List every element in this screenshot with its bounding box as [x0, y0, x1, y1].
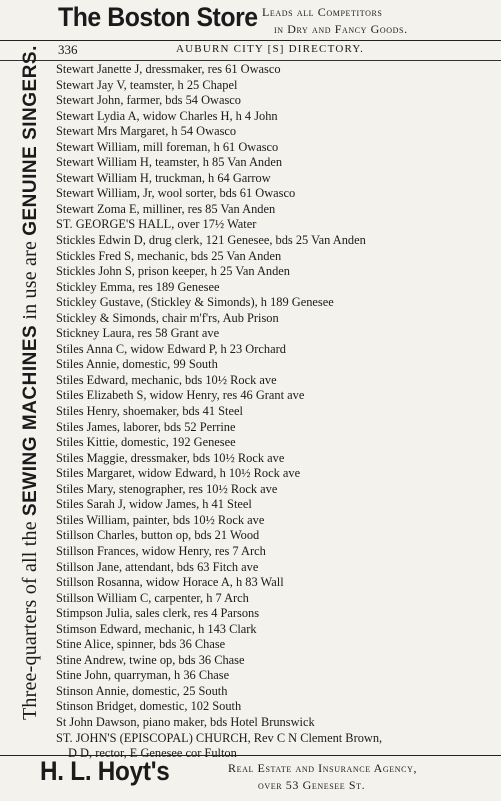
directory-entry: Stillson William C, carpenter, h 7 Arch [56, 590, 249, 605]
directory-entry: ST. JOHN'S (EPISCOPAL) CHURCH, Rev C N Clement Brown, [56, 730, 383, 745]
top-advertisement [0, 0, 501, 41]
side-ad-machines: SEWING MACHINES [20, 324, 41, 516]
directory-entry: Stimson Edward, mechanic, h 143 Clark [56, 621, 257, 636]
directory-entry: Stine Andrew, twine op, bds 36 Chase [56, 652, 245, 667]
directory-entry: Stewart William H, teamster, h 85 Van Anden [56, 155, 283, 170]
directory-entry: Stickney Laura, res 58 Grant ave [56, 326, 220, 341]
directory-entry: Stinson Bridget, domestic, 102 South [56, 699, 242, 714]
tagline-line-2: in Dry and Fancy Goods. [274, 22, 408, 36]
directory-entry: Stiles Edward, mechanic, bds 10½ Rock ave [56, 372, 277, 387]
directory-entry: Stickley & Simonds, chair m'f'rs, Aub Prison [56, 310, 279, 325]
directory-entry: Stiles James, laborer, bds 52 Perrine [56, 419, 236, 434]
running-head [0, 42, 501, 61]
side-ad-lead: Three-quarters of all the [19, 521, 41, 720]
hoyt-name: H. L. Hoyt's [40, 756, 170, 786]
directory-entry: Stewart Janette J, dressmaker, res 61 Owasco [56, 62, 281, 76]
directory-entry: Stewart William, mill foreman, h 61 Owasco [56, 139, 279, 154]
directory-entry: D D, rector, E Genesee cor Fulton [68, 746, 237, 761]
directory-entry: Stiles Margaret, widow Edward, h 10½ Rock ave [56, 466, 301, 481]
boston-store-tagline [262, 4, 408, 38]
directory-entry: Stillson Frances, widow Henry, res 7 Arch [56, 543, 266, 558]
directory-entry: ST. GEORGE'S HALL, over 17½ Water [56, 217, 257, 232]
directory-entry: Stiles Maggie, dressmaker, bds 10½ Rock ave [56, 450, 285, 465]
directory-entry: Stewart Zoma E, milliner, res 85 Van Anden [56, 201, 276, 216]
directory-entry: Stickley Gustave, (Stickley & Simonds), h 189 Genesee [56, 295, 334, 310]
directory-entry: Stimpson Julia, sales clerk, res 4 Parsons [56, 606, 260, 621]
directory-entry: Stiles Mary, stenographer, res 10½ Rock ave [56, 481, 278, 496]
directory-entry: Stiles Kittie, domestic, 192 Genesee [56, 435, 236, 450]
directory-entry: Stiles Anna C, widow Edward P, h 23 Orchard [56, 341, 286, 356]
directory-entry: Stiles Annie, domestic, 99 South [56, 357, 218, 372]
directory-entry: Stickles Fred S, mechanic, bds 25 Van Anden [56, 248, 282, 263]
directory-entry: Stewart Jay V, teamster, h 25 Chapel [56, 77, 238, 92]
side-advertisement [8, 45, 52, 720]
directory-entry: Stewart Lydia A, widow Charles H, h 4 John [56, 108, 278, 123]
directory-title: AUBURN CITY [S] DIRECTORY. [176, 43, 365, 55]
directory-entry: Stiles Henry, shoemaker, bds 41 Steel [56, 404, 243, 419]
directory-entry: Stewart William H, truckman, h 64 Garrow [56, 170, 271, 185]
directory-entry: Stillson Jane, attendant, bds 63 Fitch ave [56, 559, 259, 574]
bottom-advertisement [0, 755, 501, 801]
directory-entry: Stillson Charles, button op, bds 21 Wood [56, 528, 260, 543]
directory-entry: Stickley Emma, res 189 Genesee [56, 279, 220, 294]
tagline-line-1: Leads all Competitors [262, 5, 383, 19]
hoyt-tagline-line-2: over 53 Genesee St. [258, 778, 366, 792]
directory-entry: Stewart William, Jr, wool sorter, bds 61 Owasco [56, 186, 296, 201]
directory-entry: Stinson Annie, domestic, 25 South [56, 683, 228, 698]
directory-entry: Stine Alice, spinner, bds 36 Chase [56, 637, 226, 652]
boston-store-name: The Boston Store [58, 2, 258, 32]
directory-entry: Stiles Sarah J, widow James, h 41 Steel [56, 497, 252, 512]
directory-entry: Stiles William, painter, bds 10½ Rock ave [56, 512, 265, 527]
directory-entry: Stine John, quarryman, h 36 Chase [56, 668, 230, 683]
page-number: 336 [58, 42, 78, 57]
directory-entry: Stickles Edwin D, drug clerk, 121 Genesee, bds 25 Van Anden [56, 233, 366, 248]
hoyt-tagline [228, 760, 417, 794]
hoyt-tagline-line-1: Real Estate and Insurance Agency, [228, 761, 418, 775]
directory-entry: Stewart John, farmer, bds 54 Owasco [56, 93, 241, 108]
directory-entry: Stickles John S, prison keeper, h 25 Van Anden [56, 264, 290, 279]
directory-entries [56, 62, 496, 762]
directory-entry: Stewart Mrs Margaret, h 54 Owasco [56, 124, 237, 139]
side-ad-brand: GENUINE SINGERS. [20, 45, 41, 236]
side-ad-mid: in use are [19, 240, 41, 320]
directory-entry: Stiles Elizabeth S, widow Henry, res 46 Grant ave [56, 388, 305, 403]
directory-entry: Stillson Rosanna, widow Horace A, h 83 Wall [56, 575, 284, 590]
directory-entry: St John Dawson, piano maker, bds Hotel Brunswick [56, 714, 315, 729]
